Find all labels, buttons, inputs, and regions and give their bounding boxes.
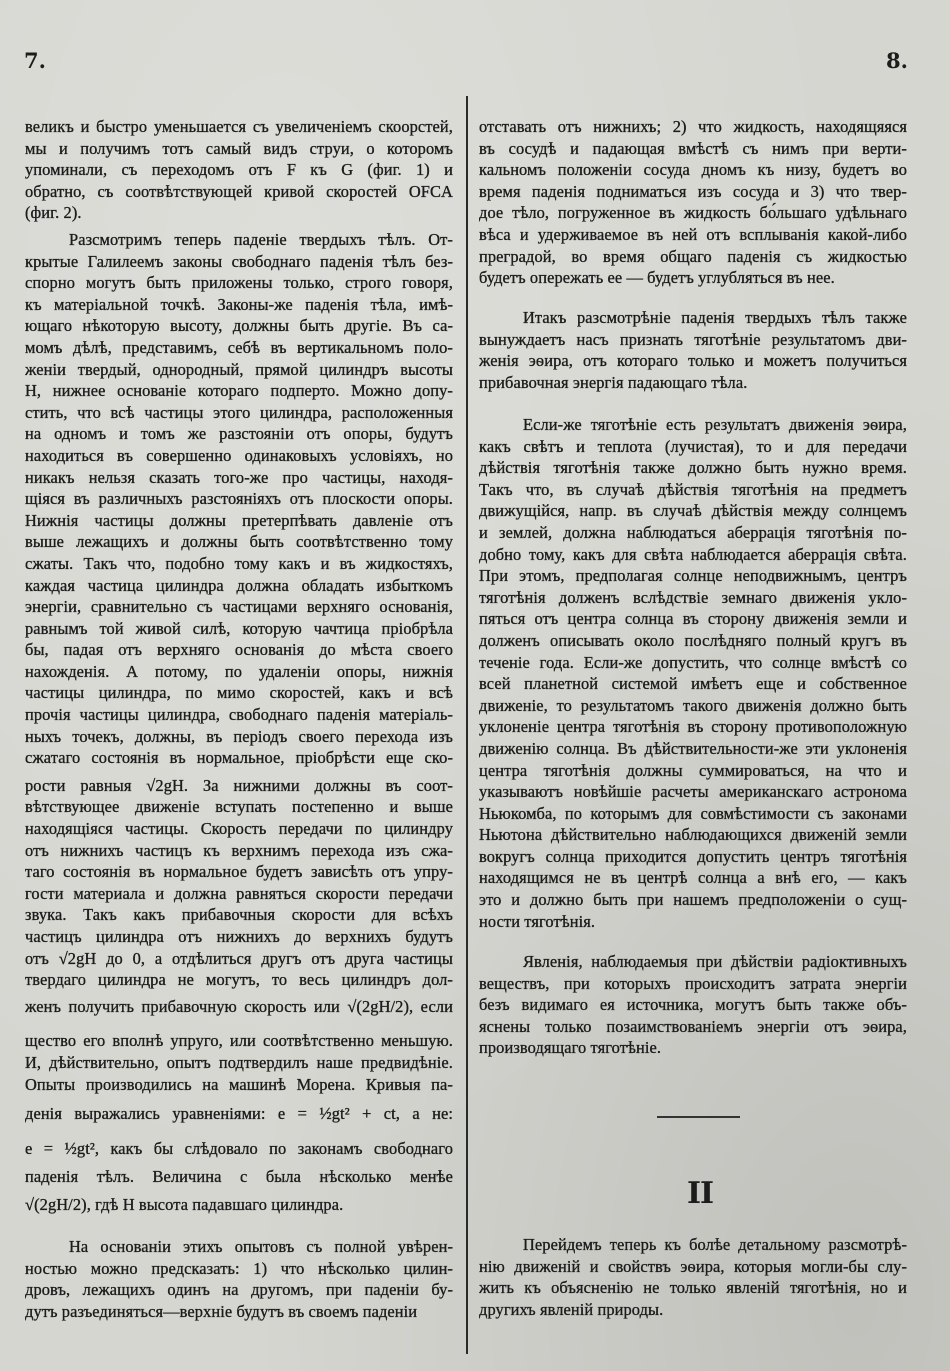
text-line: прибавочная энергія падающаго тѣла. bbox=[479, 372, 748, 392]
text-line: центра тяготѣнія должны суммироваться, на что и bbox=[479, 760, 907, 780]
text-line: великъ и быстро уменьшается съ увеличеніемъ скоорстей, bbox=[25, 117, 453, 136]
text-line: прочія частицы цилиндра, свободнаго паденія матеріаль- bbox=[25, 705, 453, 725]
text-line: Разсмотримъ теперь паденіе твердыхъ тѣлъ. От- bbox=[69, 230, 453, 249]
text-line: √(2gH/2), гдѣ H высота падавшаго цилиндра. bbox=[25, 1194, 344, 1214]
text-line: женъ получить прибавочную скорость или √(2gH/2), если bbox=[25, 996, 453, 1016]
paragraph bbox=[479, 951, 907, 1059]
text-line: дровъ, лежащихъ одинъ на другомъ, при паденіи бу- bbox=[25, 1280, 453, 1300]
text-line: Ньютона дѣйствительно наблюдающихся движеній земли bbox=[479, 825, 907, 845]
text-line: нахожденія. А потому, по удаленіи опоры, нижнія bbox=[25, 661, 453, 681]
text-line: отставать отъ нижнихъ; 2) что жидкость, находящяяся bbox=[479, 117, 907, 136]
text-line: добно тому, какъ для свѣта наблюдается аберрація свѣта. bbox=[479, 544, 907, 564]
text-line: уклоненіе центра тяготѣнія въ сторону противоположную bbox=[479, 717, 907, 737]
text-line: къ матеріальной точкѣ. Законы-же паденія тѣла, имѣ- bbox=[25, 294, 453, 314]
text-line: производящаго тяготѣніе. bbox=[479, 1038, 662, 1058]
text-line: Опыты производились на машинѣ Морена. Кривыя па- bbox=[25, 1074, 453, 1094]
text-line: дутъ разъединяться—верхніе будутъ въ своемъ паденіи bbox=[25, 1301, 418, 1321]
text-line: Нижнія частицы должны претерпѣвать давленіе отъ bbox=[25, 510, 453, 530]
text-line: на одномъ и томъ же разстояніи отъ опоры, будутъ bbox=[25, 424, 453, 444]
text-line: рости равныя √2gH. За нижними должны въ соот- bbox=[25, 775, 453, 795]
section-heading: II bbox=[686, 1176, 714, 1211]
text-line: паденія тѣлъ. Величина c была нѣсколько менѣе bbox=[25, 1167, 453, 1187]
text-line: безъ видимаго ея источника, могутъ быть также объ- bbox=[479, 995, 907, 1015]
text-line: указываютъ новѣйшіе расчеты американскаго астронома bbox=[479, 782, 907, 802]
text-line: спорно могутъ быть приложены только, строго говоря, bbox=[25, 273, 453, 293]
text-line: нію движеній и свойствъ эѳира, которыя могли-бы слу- bbox=[479, 1256, 907, 1276]
text-line: пяться отъ центра солнца въ сторону движенія земли и bbox=[479, 609, 907, 629]
text-line: вынуждаетъ насъ признать тяготѣніе результатомъ дви- bbox=[479, 329, 907, 349]
text-line: отъ нижнихъ частицъ къ верхнимъ перехода изъ сжа- bbox=[25, 840, 453, 860]
text-line: Такъ что, въ случаѣ дѣйствія тяготѣнія на предметъ bbox=[479, 479, 907, 499]
text-line: жить къ объясненію не только явленій тяготѣнія, но и bbox=[479, 1278, 907, 1298]
text-line: находиться въ совершенно одинаковыхъ условіяхъ, но bbox=[25, 445, 453, 465]
text-line: крытые Галилеемъ законы свободнаго паденія тѣлъ без- bbox=[25, 251, 453, 271]
text-line: И, дѣйствительно, опытъ подтвердилъ наше предвидѣніе. bbox=[25, 1052, 453, 1072]
text-line: таго состоянія въ нормальное будетъ зависѣть отъ упру- bbox=[25, 862, 453, 882]
text-line: ностью можно предсказать: 1) что нѣсколько цилин- bbox=[25, 1258, 453, 1278]
text-line: теченіе года. Если-же допустить, что солнце вмѣстѣ со bbox=[479, 652, 907, 672]
page-number-left: 7. bbox=[24, 48, 46, 73]
text-line: женія эѳира, отъ котораго только и можетъ получиться bbox=[479, 351, 907, 371]
text-line: движеніе, то результатомъ такого движенія должно быть bbox=[479, 695, 907, 715]
text-line: щіяся въ различныхъ разстояніяхъ отъ плоскости опоры. bbox=[25, 489, 453, 509]
paragraph bbox=[25, 116, 453, 224]
text-line: всей планетной системой имѣетъ еще и собственное bbox=[479, 674, 907, 694]
text-line: Явленія, наблюдаемыя при дѣйствіи радіоктивныхъ bbox=[523, 952, 907, 971]
text-line: Если-же тяготѣніе есть результатъ движенія эѳира, bbox=[523, 415, 907, 434]
section-divider-rule bbox=[657, 1116, 740, 1118]
text-line: будетъ опережать ее — будетъ углубляться въ нее. bbox=[479, 268, 835, 288]
text-line: долженъ описывать около послѣдняго полный кругъ въ bbox=[479, 630, 907, 650]
text-line: обратно, съ соотвѣтствующей кривой скоростей OFCA bbox=[25, 181, 453, 201]
paragraph bbox=[479, 414, 907, 932]
text-line: яснены только позаимствованіемъ энергіи отъ эѳира, bbox=[479, 1016, 907, 1036]
text-line: На основаніи этихъ опытовъ съ полной увѣрен- bbox=[69, 1237, 453, 1256]
text-line: тяготѣнія долженъ вслѣдствіе земнаго движенія укло- bbox=[479, 587, 907, 607]
text-line: движущійся, напр. въ случаѣ дѣйствія между солнцемъ bbox=[479, 501, 907, 521]
text-line: находящіяся частицы. Скорость передачи по цилиндру bbox=[25, 819, 453, 839]
text-line: вѣтствующее движеніе вступать постепенно и выше bbox=[25, 797, 453, 817]
text-line: частицы цилиндра, по мимо скоростей, какъ и всѣ bbox=[25, 683, 453, 703]
paragraph bbox=[25, 1236, 453, 1322]
text-line: кальномъ положеніи сосуда дномъ къ низу, будетъ во bbox=[479, 160, 907, 180]
text-line: щество его вполнѣ упруго, или соотвѣтственно меньшую. bbox=[25, 1031, 453, 1051]
text-line: стить, что всѣ частицы этого цилиндра, расположенныя bbox=[25, 402, 453, 422]
text-line: отъ √2gH до 0, а отдѣлиться другъ отъ друга частицы bbox=[25, 948, 453, 968]
text-line: и землей, должна наблюдаться аберрація тяготѣнія по- bbox=[479, 522, 907, 542]
text-line: ности тяготѣнія. bbox=[479, 911, 596, 931]
column-divider bbox=[466, 96, 468, 1354]
text-line: гости материала и должна равняться скорости передачи bbox=[25, 883, 453, 903]
paragraph bbox=[479, 116, 907, 289]
text-line: женіи твердый, однородный, прямой цилиндръ высоты bbox=[25, 359, 453, 379]
text-line: энергіи, сравнительно съ частицами верхняго основанія, bbox=[25, 597, 453, 617]
text-line: денія выражались уравненіями: e = ½gt² + ct, а не: bbox=[25, 1104, 453, 1124]
text-line: каждая частица цилиндра должна обладать избыткомъ bbox=[25, 575, 453, 595]
text-line: равнымъ той живой силѣ, которую чачтица пріобрѣла bbox=[25, 618, 453, 638]
text-line: веществъ, при которыхъ происходитъ затрата энергіи bbox=[479, 973, 907, 993]
text-line: время паденія подниматься изъ сосуда и 3) что твер- bbox=[479, 181, 907, 201]
text-line: упоминали, съ переходомъ отъ F къ G (фиг. 1) и bbox=[25, 160, 453, 180]
paragraph bbox=[479, 1234, 907, 1320]
text-line: Ньюкомба, по которымъ для совмѣстимости съ законами bbox=[479, 803, 907, 823]
text-line: частицъ цилиндра отъ нижнихъ до верхнихъ будутъ bbox=[25, 927, 453, 946]
text-line: сжатаго состоянія въ нормальное, пріобрѣсти еще ско- bbox=[25, 748, 453, 768]
text-line: дѣйствія тяготѣнія также должно быть нужно время. bbox=[479, 458, 907, 478]
text-line: бы, падая отъ верхняго основанія до мѣста своего bbox=[25, 640, 453, 660]
text-line: момъ дѣлѣ, представимъ, себѣ въ вертикальномъ поло- bbox=[25, 337, 453, 357]
page-number-right: 8. bbox=[886, 48, 908, 73]
text-line: вокругъ солнца приходится допустить центръ тяготѣнія bbox=[479, 846, 907, 866]
text-line: Итакъ разсмотрѣніе паденія твердыхъ тѣлъ также bbox=[523, 308, 907, 327]
paragraph bbox=[479, 307, 907, 393]
text-line: ющаго нѣкоторую высоту, должны быть другіе. Въ са- bbox=[25, 316, 453, 336]
text-line: это и должно быть при нашемъ предположеніи о сущ- bbox=[479, 890, 907, 910]
text-line: движенію солнца. Въ дѣйствительности-же эти уклоненія bbox=[479, 738, 907, 758]
text-line: мы и получимъ тотъ самый видъ струи, о которомъ bbox=[25, 138, 453, 158]
text-line: преградой, во время общаго паденія съ жидкостью bbox=[479, 246, 907, 266]
text-line: никакъ нельзя сказать того-же про частицы, находя- bbox=[25, 467, 453, 487]
text-line: какъ свѣтъ и теплота (лучистая), то и для передачи bbox=[479, 436, 907, 456]
text-line: e = ½gt², какъ бы слѣдовало по законамъ свободнаго bbox=[25, 1138, 453, 1158]
text-line: Перейдемъ теперь къ болѣе детальному разсмотрѣ- bbox=[523, 1235, 907, 1254]
text-line: дое тѣло, погруженное въ жидкость бо́льшаго удѣльнаго bbox=[479, 203, 907, 223]
text-line: сжаты. Такъ что, подобно тому какъ и въ жидкостяхъ, bbox=[25, 553, 453, 573]
text-line: звука. Такъ какъ прибавочныя скорости для всѣхъ bbox=[25, 905, 453, 925]
text-line: ныхъ точекъ, должны, въ періодъ своего перехода изъ bbox=[25, 726, 453, 746]
paragraph bbox=[25, 229, 453, 1216]
text-line: вѣса и удерживаемое въ ней отъ всплыванія какой-либо bbox=[479, 224, 907, 244]
text-line: H, нижнее основаніе котораго подперто. Можно допу- bbox=[25, 381, 453, 401]
text-line: другихъ явленій природы. bbox=[479, 1299, 664, 1319]
text-line: При этомъ, предполагая солнце неподвижнымъ, центръ bbox=[479, 566, 907, 586]
text-line: выше лежащихъ и должны быть соотвѣтственно тому bbox=[25, 532, 453, 552]
text-line: твердаго цилиндра не могутъ, то весь цилиндръ дол- bbox=[25, 970, 453, 990]
text-line: (фиг. 2). bbox=[25, 203, 82, 223]
text-line: находящимся не въ центрѣ солнца а внѣ его, — какъ bbox=[479, 868, 907, 888]
text-line: въ сосудѣ и падающая вмѣстѣ съ нимъ при верти- bbox=[479, 138, 907, 158]
